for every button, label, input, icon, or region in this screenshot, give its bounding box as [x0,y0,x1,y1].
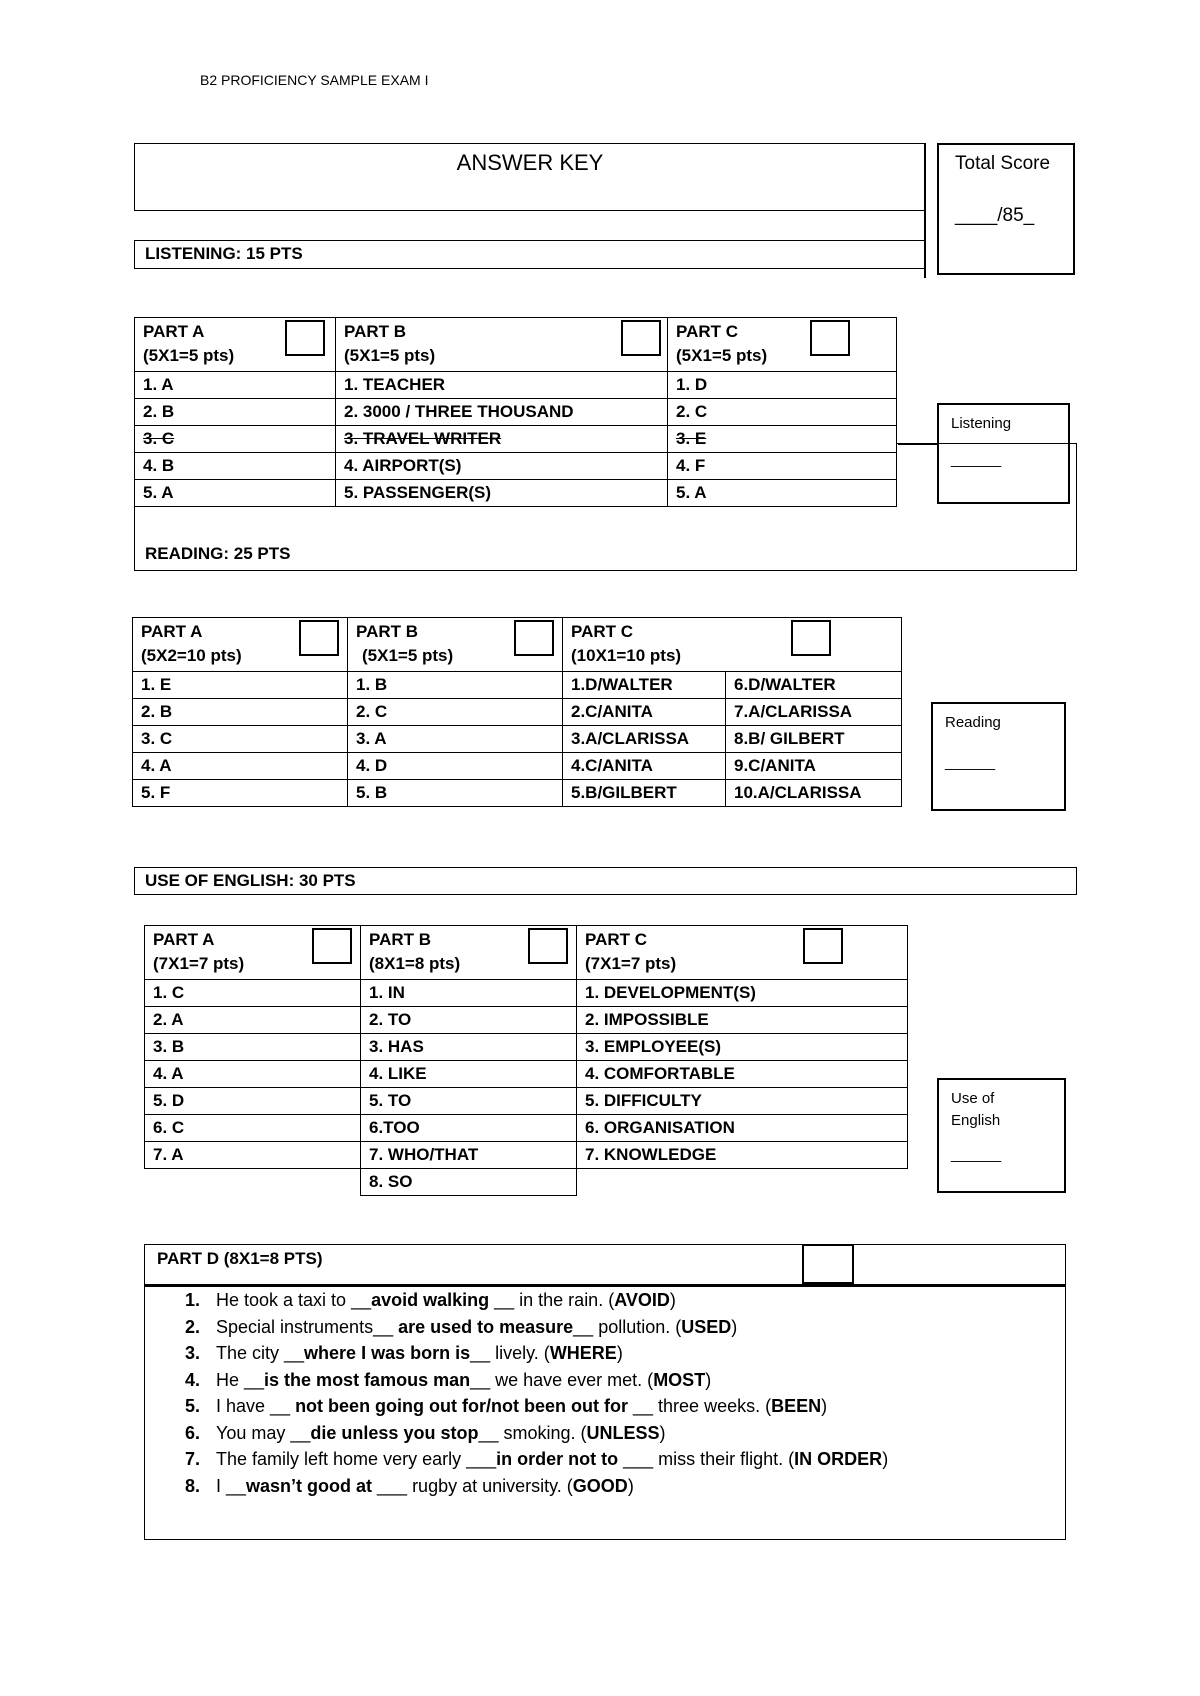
score-checkbox[interactable] [810,320,850,356]
answer-cell: 4. A [133,753,348,780]
answer-cell: 7. KNOWLEDGE [577,1142,908,1169]
answer-cell: 1. D [668,372,897,399]
answer-cell: 2. IMPOSSIBLE [577,1007,908,1034]
table-row [145,1142,908,1169]
answer-cell: 3. C [133,726,348,753]
table-row [133,753,902,780]
answer-cell: 4. A [145,1061,361,1088]
part-points: (8X1=8 pts) [369,954,461,973]
uoe-part-b-head [361,926,577,980]
table-row [145,1034,908,1061]
sentence-text: ___ rugby at university. ( [372,1475,573,1496]
reading-score-box [931,702,1066,811]
answer-cell: 5. B [348,780,563,807]
list-item [160,1340,888,1367]
uoe-part-c-head [577,926,908,980]
answer-cell: 1. B [348,672,563,699]
sentence-text: __ smoking. ( [478,1422,587,1443]
table-row [133,726,902,753]
answer-text: avoid walking [371,1290,490,1310]
score-checkbox[interactable] [514,620,554,656]
answer-cell: 1. A [135,372,336,399]
listening-label: LISTENING: 15 PTS [145,244,303,263]
part-label: PART A [141,622,203,641]
item-number: 6. [184,1422,200,1443]
answer-cell: 4. F [668,453,897,480]
score-checkbox[interactable] [285,320,325,356]
listening-score-blank: ______ [951,451,1002,468]
list-item [160,1446,888,1473]
score-checkbox[interactable] [621,320,661,356]
table-row [145,1169,908,1196]
answer-cell: 6. ORGANISATION [577,1115,908,1142]
uoe-part-a-head [145,926,361,980]
sentence-text: __ we have ever met. ( [470,1369,654,1390]
key-word: AVOID [614,1290,670,1310]
answer-cell: 8. SO [361,1169,577,1196]
page-title: ANSWER KEY [456,150,604,175]
listening-part-b-head [336,318,668,372]
answer-key-title-box [134,143,926,211]
answer-cell: 4. B [135,453,336,480]
answer-text: wasn’t good at [246,1475,373,1496]
table-row [135,372,897,399]
answer-cell: 2. B [133,699,348,726]
answer-cell: 2. TO [361,1007,577,1034]
answer-cell: 3. C [135,426,336,453]
part-points: (5X1=5 pts) [362,646,454,665]
table-row [145,1007,908,1034]
answer-cell: 5. PASSENGER(S) [336,480,668,507]
sentence-text: The city __ [216,1343,305,1363]
part-points: (5X1=5 pts) [676,346,768,365]
answer-cell: 5. F [133,780,348,807]
list-item [160,1314,888,1341]
answer-cell: 3.A/CLARISSA [563,726,726,753]
table-row [145,1061,908,1088]
answer-cell: 2.C/ANITA [563,699,726,726]
answer-cell: 3. EMPLOYEE(S) [577,1034,908,1061]
total-score-box [937,143,1075,275]
answer-text: where I was born is [304,1343,471,1363]
answer-cell: 3. A [348,726,563,753]
answer-cell: 7.A/CLARISSA [726,699,902,726]
key-word: MOST [653,1369,706,1390]
sentence-text: He __ [216,1369,265,1390]
part-label: PART B [369,930,432,949]
answer-cell: 1. DEVELOPMENT(S) [577,980,908,1007]
answer-cell: 10.A/CLARISSA [726,780,902,807]
item-number: 8. [184,1475,200,1496]
answer-cell: 6.D/WALTER [726,672,902,699]
key-word: IN ORDER [794,1449,883,1469]
answer-cell: 3. TRAVEL WRITER [336,426,668,453]
list-item [160,1473,888,1500]
sentence-text: You may __ [216,1422,311,1443]
key-word: GOOD [572,1475,628,1496]
answer-cell: 9.C/ANITA [726,753,902,780]
part-d-label: PART D (8X1=8 PTS) [157,1249,323,1268]
answer-cell: 3. HAS [361,1034,577,1061]
listening-score-label: Listening [951,415,1012,432]
key-word: UNLESS [586,1422,660,1443]
reading-part-a-head [133,618,348,672]
reading-part-c-head [563,618,902,672]
sentence-text: __ pollution. ( [573,1316,682,1337]
table-row [135,399,897,426]
answer-cell: 5. DIFFICULTY [577,1088,908,1115]
answer-text: is the most famous man [264,1369,471,1390]
part-label: PART B [344,322,407,341]
sentence-text: I __ [216,1475,247,1496]
score-checkbox[interactable] [791,620,831,656]
sentence-text: ) [616,1343,623,1363]
exam-title: B2 PROFICIENCY SAMPLE EXAM I [200,72,429,88]
answer-cell: 2. A [145,1007,361,1034]
answer-text: in order not to [496,1449,619,1469]
listening-section-bar [134,240,926,269]
answer-cell: 5. A [135,480,336,507]
answer-cell: 5.B/GILBERT [563,780,726,807]
sentence-text: Special instruments__ [216,1316,399,1337]
part-points: (5X2=10 pts) [141,646,242,665]
sentence-text: ) [705,1369,712,1390]
answer-text: are used to measure [398,1316,574,1337]
answer-cell: 1. IN [361,980,577,1007]
part-d-list [160,1287,888,1499]
reading-score-blank: ______ [945,754,996,771]
answer-cell: 5. A [668,480,897,507]
answer-cell: 7. WHO/THAT [361,1142,577,1169]
sentence-text: ) [731,1316,738,1337]
reading-score-label: Reading [945,714,1001,731]
empty-cell [577,1169,908,1196]
reading-part-b-head [348,618,563,672]
table-row [135,480,897,507]
table-row [145,980,908,1007]
item-number: 2. [184,1316,200,1337]
answer-cell: 1.D/WALTER [563,672,726,699]
use-of-english-score-box [937,1078,1066,1193]
table-row [145,1115,908,1142]
uoe-score-blank: ______ [951,1146,1002,1163]
answer-cell: 4.C/ANITA [563,753,726,780]
part-points: (10X1=10 pts) [571,646,682,665]
listening-score-box [937,403,1070,504]
sentence-text: ) [669,1290,676,1310]
connector-line [898,443,938,445]
item-number: 1. [184,1290,200,1310]
sentence-text: ) [882,1449,889,1469]
answer-cell: 2. C [668,399,897,426]
answer-cell: 4. D [348,753,563,780]
part-points: (5X1=5 pts) [143,346,235,365]
answer-text: not been going out for/not been out for [295,1396,629,1416]
use-of-english-section-bar [134,867,1077,895]
part-label: PART C [585,930,648,949]
score-checkbox[interactable] [803,928,843,964]
list-item [160,1287,888,1314]
table-row [135,426,897,453]
sentence-text: ) [659,1422,666,1443]
listening-table [134,317,897,507]
table-row [133,780,902,807]
sentence-text: ___ miss their flight. ( [618,1449,795,1469]
item-number: 5. [184,1396,200,1416]
reading-table [132,617,902,807]
answer-cell: 4. COMFORTABLE [577,1061,908,1088]
score-checkbox[interactable] [802,1244,854,1284]
table-row [145,1088,908,1115]
sentence-text: ) [821,1396,828,1416]
use-of-english-table [144,925,908,1196]
listening-part-a-head [135,318,336,372]
uoe-score-label-1: Use of [951,1090,995,1107]
sentence-text: He took a taxi to __ [216,1290,372,1310]
total-score-label: Total Score [955,153,1051,174]
answer-cell: 8.B/ GILBERT [726,726,902,753]
sentence-text: ) [627,1475,634,1496]
key-word: BEEN [771,1396,822,1416]
part-label: PART B [356,622,419,641]
part-points: (7X1=7 pts) [153,954,245,973]
answer-cell: 5. D [145,1088,361,1115]
table-row [133,672,902,699]
table-row [133,699,902,726]
key-word: USED [681,1316,732,1337]
answer-text: die unless you stop [310,1422,479,1443]
part-label: PART A [153,930,215,949]
answer-cell: 6.TOO [361,1115,577,1142]
answer-cell: 2. C [348,699,563,726]
answer-cell: 2. B [135,399,336,426]
answer-cell: 3. E [668,426,897,453]
part-points: (7X1=7 pts) [585,954,677,973]
answer-cell: 1. C [145,980,361,1007]
item-number: 3. [184,1343,200,1363]
answer-cell: 1. TEACHER [336,372,668,399]
list-item [160,1420,888,1447]
sentence-text: __ three weeks. ( [628,1396,772,1416]
answer-cell: 1. E [133,672,348,699]
answer-cell: 2. 3000 / THREE THOUSAND [336,399,668,426]
use-of-english-label: USE OF ENGLISH: 30 PTS [145,871,356,890]
score-checkbox[interactable] [312,928,352,964]
part-label: PART A [143,322,205,341]
part-points: (5X1=5 pts) [344,346,436,365]
listening-part-c-head [668,318,897,372]
answer-cell: 6. C [145,1115,361,1142]
answer-cell: 7. A [145,1142,361,1169]
sentence-text: __ in the rain. ( [489,1290,615,1310]
item-number: 4. [184,1369,200,1390]
total-score-value: ____/85_ [955,205,1035,226]
reading-label: READING: 25 PTS [145,544,291,563]
part-label: PART C [676,322,739,341]
score-checkbox[interactable] [299,620,339,656]
part-label: PART C [571,622,634,641]
part-d-header [144,1244,1066,1287]
answer-cell: 4. AIRPORT(S) [336,453,668,480]
score-checkbox[interactable] [528,928,568,964]
uoe-score-label-2: English [951,1112,1001,1129]
answer-cell: 4. LIKE [361,1061,577,1088]
sentence-text: I have __ [216,1396,296,1416]
sentence-text: __ lively. ( [470,1343,550,1363]
answer-cell: 3. B [145,1034,361,1061]
key-word: WHERE [549,1343,617,1363]
list-item [160,1393,888,1420]
item-number: 7. [184,1449,200,1469]
list-item [160,1367,888,1394]
table-row [135,453,897,480]
empty-cell [145,1169,361,1196]
answer-cell: 5. TO [361,1088,577,1115]
sentence-text: The family left home very early ___ [216,1449,497,1469]
